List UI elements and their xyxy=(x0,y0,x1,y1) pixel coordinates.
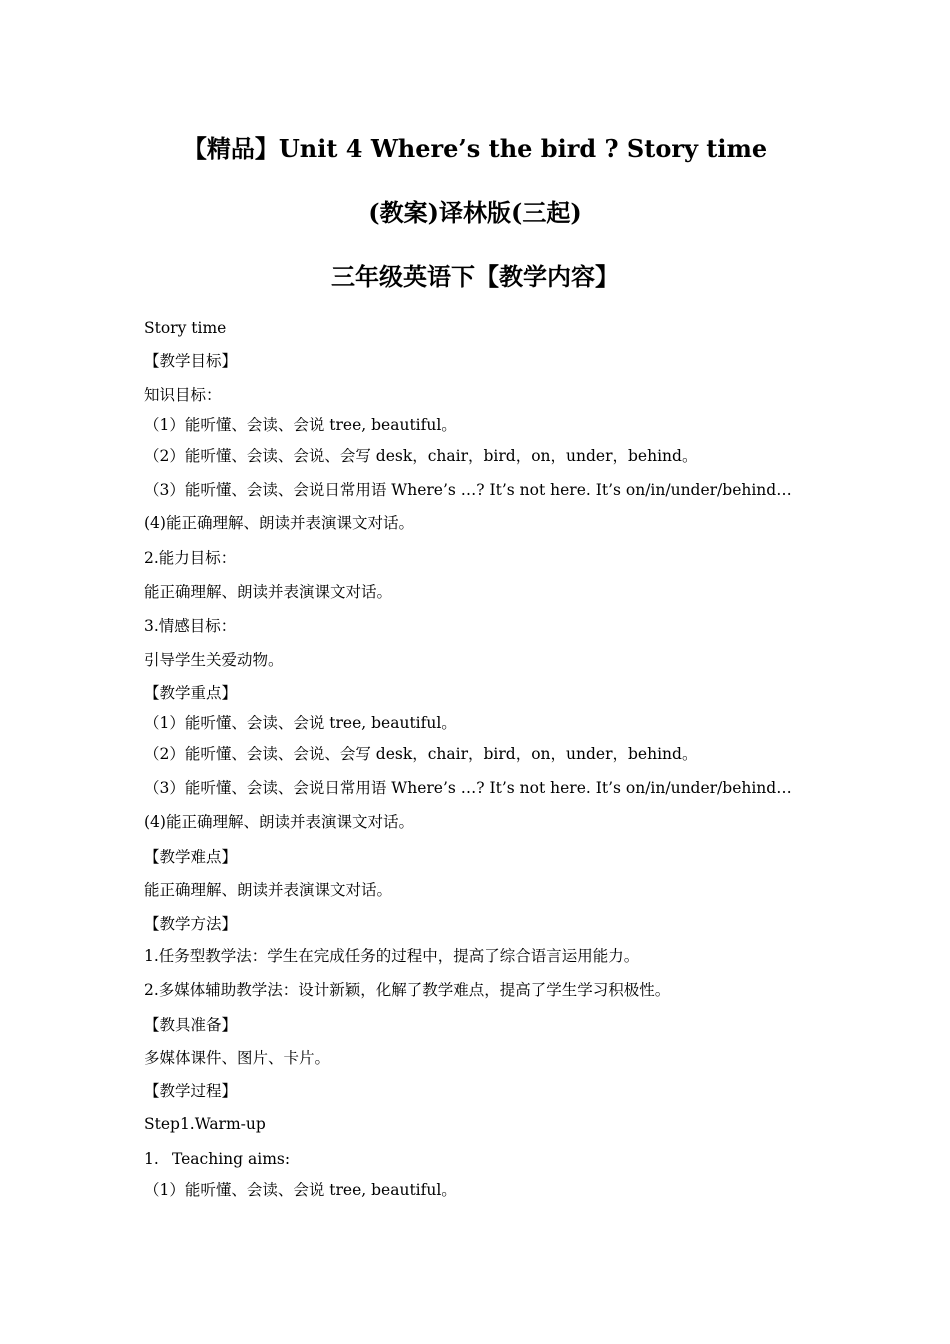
goal-item-4: (4)能正确理解、朗读并表演课文对话。 xyxy=(144,514,414,532)
aims-item-1: （1）能听懂、会读、会说 tree, beautiful。 xyxy=(144,1181,457,1199)
emotion-goals-text: 引导学生关爱动物。 xyxy=(144,651,284,669)
ability-goals-label: 2.能力目标： xyxy=(144,549,237,567)
heading-teaching-goals: 【教学目标】 xyxy=(144,352,238,370)
document-title-line-1: 【精品】Unit 4 Where’s the bird ? Story time xyxy=(182,134,768,163)
ability-goals-text: 能正确理解、朗读并表演课文对话。 xyxy=(144,583,393,601)
document-title-line-2: (教案)译林版(三起) xyxy=(368,198,582,227)
difficulties-text: 能正确理解、朗读并表演课文对话。 xyxy=(144,881,393,899)
document-title-line-3: 三年级英语下【教学内容】 xyxy=(331,262,619,291)
heading-teaching-methods: 【教学方法】 xyxy=(144,915,238,933)
method-item-2: 2.多媒体辅助教学法：设计新颖，化解了教学难点，提高了学生学习积极性。 xyxy=(144,981,671,999)
goal-item-1: （1）能听懂、会读、会说 tree, beautiful。 xyxy=(144,416,457,434)
heading-difficulties: 【教学难点】 xyxy=(144,848,238,866)
key-point-item-1: （1）能听懂、会读、会说 tree, beautiful。 xyxy=(144,714,457,732)
teaching-aims-label: Teaching aims: xyxy=(172,1150,291,1168)
key-point-item-3: （3）能听懂、会读、会说日常用语 Where’s …? It’s not here. It’s on/in/under/behind… xyxy=(144,779,792,797)
teaching-aims-number: 1. xyxy=(144,1150,159,1168)
step1-warm-up: Step1.Warm-up xyxy=(144,1115,266,1133)
heading-teaching-aids: 【教具准备】 xyxy=(144,1016,238,1034)
goal-item-3: （3）能听懂、会读、会说日常用语 Where’s …? It’s not here. It’s on/in/under/behind… xyxy=(144,481,792,499)
method-item-1: 1.任务型教学法：学生在完成任务的过程中，提高了综合语言运用能力。 xyxy=(144,947,640,965)
section-story-time: Story time xyxy=(144,319,227,337)
teaching-aims-item xyxy=(144,1149,290,1169)
heading-teaching-process: 【教学过程】 xyxy=(144,1082,238,1100)
key-point-item-4: (4)能正确理解、朗读并表演课文对话。 xyxy=(144,813,414,831)
emotion-goals-label: 3.情感目标： xyxy=(144,617,237,635)
heading-key-points: 【教学重点】 xyxy=(144,684,238,702)
goal-item-2: （2）能听懂、会读、会说、会写 desk，chair，bird，on，under，behind。 xyxy=(144,447,698,465)
teaching-aids-text: 多媒体课件、图片、卡片。 xyxy=(144,1049,331,1067)
knowledge-goals-label: 知识目标： xyxy=(144,386,222,404)
key-point-item-2: （2）能听懂、会读、会说、会写 desk，chair，bird，on，under，behind。 xyxy=(144,745,698,763)
